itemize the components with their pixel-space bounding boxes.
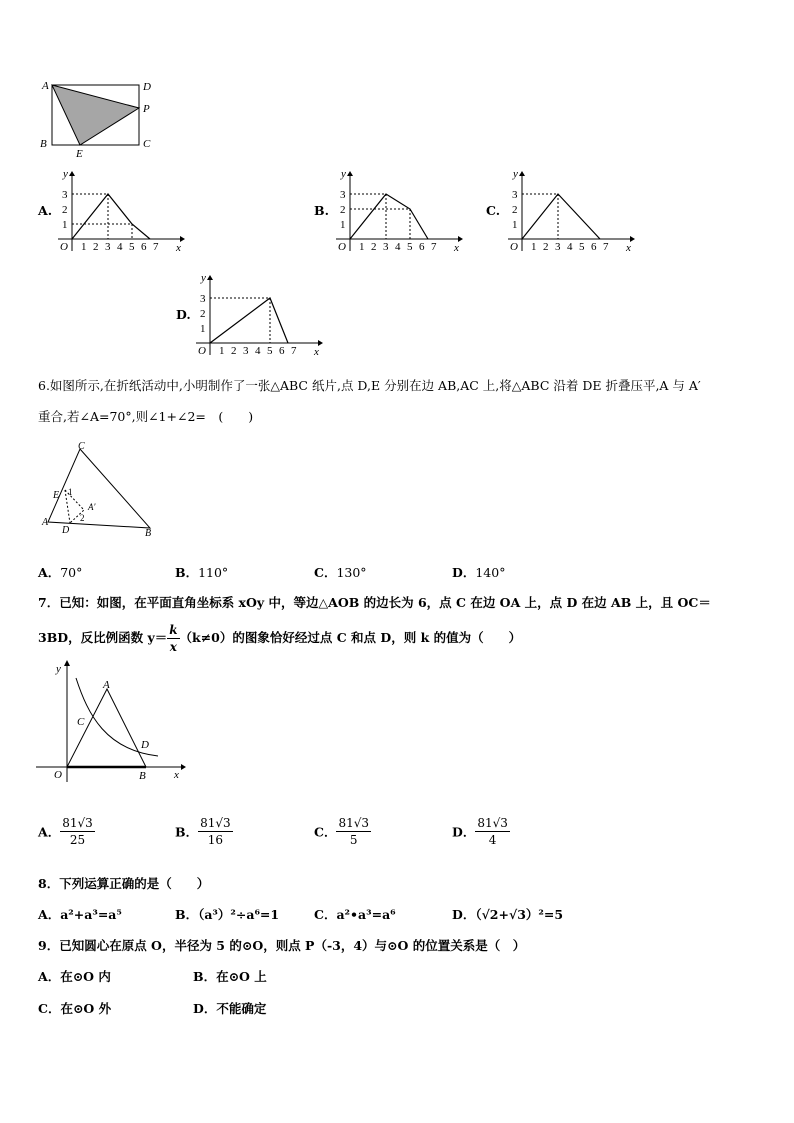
x-tick-label: 1 — [219, 345, 225, 356]
q7-label-d: D — [141, 739, 149, 751]
rectangle-figure — [36, 76, 166, 160]
q7-coordinate-figure — [36, 660, 186, 784]
y-axis-label: y — [341, 168, 346, 180]
q6-label-2: 2 — [80, 513, 85, 523]
q7-stem-line2: 3BD，反比例函数 y＝ $\frac{k}{x}$ （k≠0）的图象恰好经过点 C 和点 D，则 k 的值为（ ） — [38, 623, 522, 654]
q5-graph-a — [58, 168, 188, 252]
label-d: D — [143, 81, 151, 93]
y-axis-arrow — [347, 171, 353, 176]
x-axis-label: x — [176, 242, 181, 252]
function-line — [350, 194, 428, 239]
label-c: C — [143, 138, 151, 150]
q6-option-a[interactable]: A．70° — [38, 565, 83, 580]
x-tick-label: 7 — [291, 345, 297, 356]
y-tick-label: 1 — [200, 323, 206, 335]
q5-option-a-label[interactable]: A. — [38, 203, 53, 218]
q5-option-c-label[interactable]: C. — [486, 203, 501, 218]
q6-stem-line1: 6.如图所示,在折纸活动中,小明制作了一张△ABC 纸片,点 D,E 分别在边 AB,AC 上,将△ABC 沿着 DE 折叠压平,A 与 A′ — [38, 378, 701, 393]
x-axis-label: x — [626, 242, 631, 252]
x-tick-label: 7 — [431, 241, 437, 252]
q8-option-a[interactable]: A．a²+a³=a⁵ — [38, 907, 122, 922]
q9-stem: 9．已知圆心在原点 O，半径为 5 的⊙O，则点 P（-3，4）与⊙O 的位置关系是（ ） — [38, 938, 526, 953]
x-tick-label: 5 — [407, 241, 413, 252]
q6-option-c[interactable]: C．130° — [314, 565, 367, 580]
y-axis-arrow — [519, 171, 525, 176]
q5-graph-d — [196, 272, 326, 356]
q7-label-c: C — [77, 716, 85, 728]
x-tick-label: 4 — [395, 241, 401, 252]
q9-option-c[interactable]: C．在⊙O 外 — [38, 1001, 112, 1016]
function-line — [210, 298, 288, 343]
x-tick-label: 5 — [579, 241, 585, 252]
x-tick-label: 5 — [267, 345, 273, 356]
q7-stem-line1: 7．已知：如图，在平面直角坐标系 xOy 中，等边△AOB 的边长为 6，点 C 在边 OA 上，点 D 在边 AB 上，且 OC＝ — [38, 595, 711, 610]
y-axis-label: y — [513, 168, 518, 180]
q5-option-d-label[interactable]: D. — [176, 307, 191, 322]
y-axis-label: y — [201, 272, 206, 284]
function-line — [522, 194, 600, 239]
x-tick-label: 5 — [129, 241, 135, 252]
q7-label-b: B — [139, 770, 146, 782]
x-tick-label: 2 — [543, 241, 549, 252]
label-p: P — [143, 103, 150, 115]
y-tick-label: 2 — [200, 308, 206, 320]
y-tick-label: 2 — [340, 204, 346, 216]
x-tick-label: 4 — [117, 241, 123, 252]
q6-stem-line2: 重合,若∠A=70°,则∠1+∠2= ( ) — [38, 409, 254, 424]
x-tick-label: 6 — [591, 241, 597, 252]
q7-option-d[interactable]: D． $\frac{81√3}{4}$ — [452, 816, 508, 847]
q6-triangle-figure — [38, 440, 158, 538]
x-tick-label: 2 — [93, 241, 99, 252]
q6-label-e: E — [53, 490, 60, 501]
q9-option-d[interactable]: D．不能确定 — [193, 1001, 267, 1016]
y-tick-label: 3 — [340, 189, 346, 201]
x-tick-label: 7 — [603, 241, 609, 252]
q5-graph-c — [508, 168, 638, 252]
q5-graph-b — [336, 168, 466, 252]
x-axis-label: x — [454, 242, 459, 252]
origin-label: O — [60, 241, 68, 252]
q7-axis-y: y — [56, 663, 61, 675]
q7-axis-x: x — [174, 769, 179, 781]
label-b: B — [40, 138, 47, 150]
q8-option-c[interactable]: C．a²•a³=a⁶ — [314, 907, 396, 922]
y-axis-label: y — [63, 168, 68, 180]
x-tick-label: 1 — [81, 241, 87, 252]
q6-label-a-prime: A′ — [88, 502, 96, 512]
x-tick-label: 6 — [141, 241, 147, 252]
y-tick-label: 1 — [62, 219, 68, 231]
x-tick-label: 7 — [153, 241, 159, 252]
y-tick-label: 3 — [62, 189, 68, 201]
label-a: A — [42, 80, 49, 92]
x-tick-label: 2 — [231, 345, 237, 356]
q7-option-a[interactable]: A． $\frac{81√3}{25}$ — [38, 816, 93, 847]
q8-stem: 8．下列运算正确的是（ ） — [38, 876, 210, 891]
y-tick-label: 3 — [512, 189, 518, 201]
q8-option-b[interactable]: B．（a³）²÷a⁶=1 — [175, 907, 280, 922]
origin-label: O — [338, 241, 346, 252]
y-tick-label: 1 — [340, 219, 346, 231]
y-tick-label: 2 — [512, 204, 518, 216]
x-tick-label: 6 — [279, 345, 285, 356]
q6-option-d[interactable]: D．140° — [452, 565, 506, 580]
x-tick-label: 3 — [243, 345, 249, 356]
q6-label-b: B — [145, 528, 152, 538]
q7-option-c[interactable]: C． $\frac{81√3}{5}$ — [314, 816, 370, 847]
x-tick-label: 4 — [567, 241, 573, 252]
x-tick-label: 2 — [371, 241, 377, 252]
x-tick-label: 3 — [105, 241, 111, 252]
q8-option-d[interactable]: D．（√2+√3）²=5 — [452, 907, 564, 922]
y-tick-label: 2 — [62, 204, 68, 216]
x-tick-label: 6 — [419, 241, 425, 252]
q6-label-c: C — [78, 441, 85, 452]
q7-label-a: A — [103, 679, 110, 691]
q6-label-a: A — [42, 517, 49, 528]
x-axis-label: x — [314, 346, 319, 356]
x-tick-label: 1 — [359, 241, 365, 252]
x-tick-label: 3 — [383, 241, 389, 252]
x-tick-label: 1 — [531, 241, 537, 252]
label-e: E — [76, 148, 83, 160]
q6-option-b[interactable]: B．110° — [175, 565, 229, 580]
x-tick-label: 3 — [555, 241, 561, 252]
y-axis-arrow — [207, 275, 213, 280]
q6-label-d: D — [62, 525, 70, 536]
origin-label: O — [510, 241, 518, 252]
q9-option-a[interactable]: A．在⊙O 内 — [38, 969, 111, 984]
y-tick-label: 3 — [200, 293, 206, 305]
origin-label: O — [198, 345, 206, 356]
q6-label-1: 1 — [68, 487, 73, 497]
q9-option-b[interactable]: B．在⊙O 上 — [193, 969, 267, 984]
q7-label-o: O — [54, 769, 62, 781]
x-tick-label: 4 — [255, 345, 261, 356]
y-tick-label: 1 — [512, 219, 518, 231]
q7-option-b[interactable]: B． $\frac{81√3}{16}$ — [175, 816, 231, 847]
function-line — [72, 194, 150, 239]
y-axis-arrow — [69, 171, 75, 176]
q5-option-b-label[interactable]: B. — [314, 203, 329, 218]
